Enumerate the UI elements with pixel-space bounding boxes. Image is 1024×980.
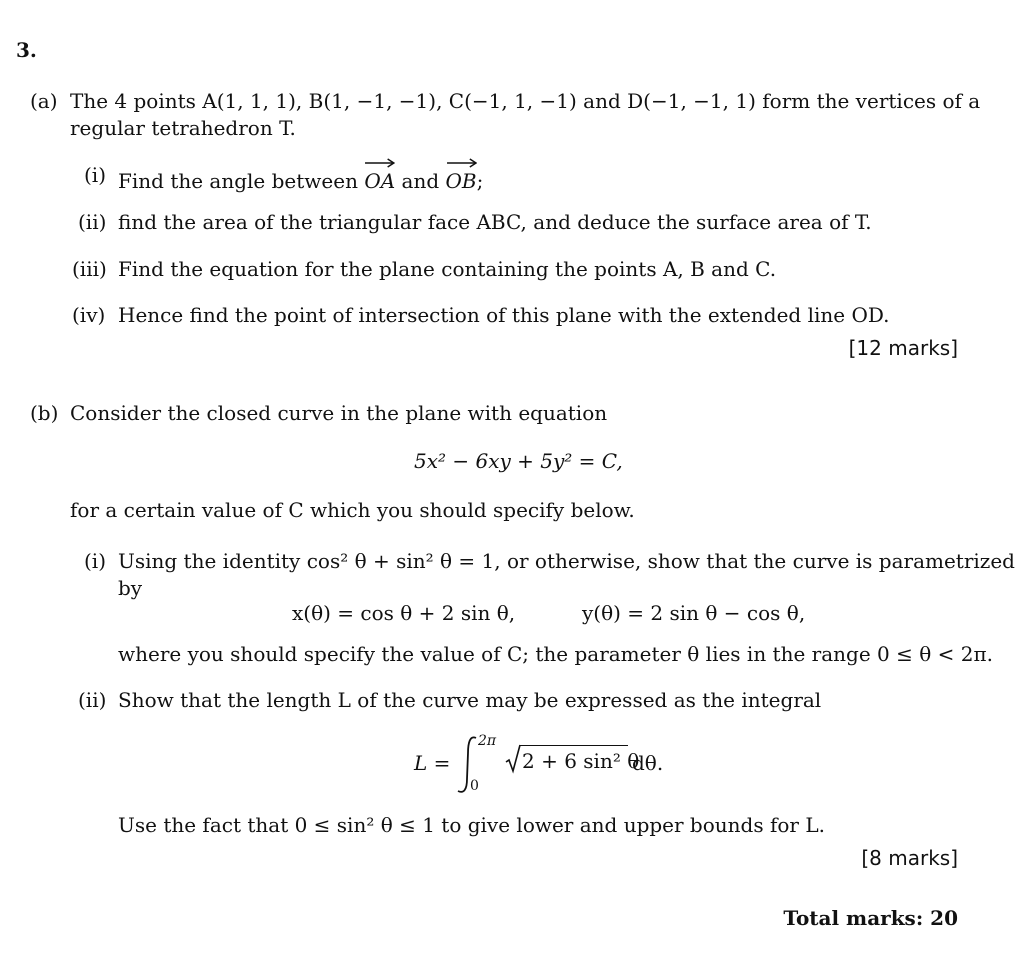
- part-b-equation: 5x² − 6xy + 5y² = C,: [414, 449, 623, 473]
- item-i-text-before: Find the angle between: [118, 169, 358, 193]
- vector-oa: OA: [364, 162, 395, 194]
- part-a-item-ii-text: find the area of the triangular face ABC, and deduce the surface area of T.: [118, 210, 872, 234]
- part-a-marks: [12 marks]: [848, 336, 958, 360]
- total-marks: Total marks: 20: [783, 906, 958, 930]
- part-b-marks: [8 marks]: [861, 846, 958, 870]
- vector-arrow-icon: [446, 158, 477, 168]
- part-a-item-iii-text: Find the equation for the plane containing the points A, B and C.: [118, 257, 777, 281]
- integral-lhs: L =: [414, 751, 451, 775]
- vector-arrow-icon: [364, 158, 395, 168]
- part-b-label: (b): [30, 401, 59, 425]
- part-b-y-equation: y(θ) = 2 sin θ − cos θ,: [582, 601, 806, 625]
- part-b-intro: Consider the closed curve in the plane with equation: [70, 401, 608, 425]
- part-a-item-i-label: (i): [84, 163, 107, 187]
- part-b-x-equation: x(θ) = cos θ + 2 sin θ,: [292, 601, 516, 625]
- part-b-item-ii-line2: Use the fact that 0 ≤ sin² θ ≤ 1 to give lower and upper bounds for L.: [118, 813, 825, 837]
- part-b-item-i-line1: Using the identity cos² θ + sin² θ = 1, or otherwise, show that the curve is parametrized: [118, 549, 1015, 573]
- item-i-text-mid: and: [401, 169, 440, 193]
- sqrt-sign-icon: [505, 744, 521, 774]
- part-a-item-iii-label: (iii): [72, 257, 107, 281]
- part-a-intro-line1: The 4 points A(1, 1, 1), B(1, −1, −1), C(−1, 1, −1) and D(−1, −1, 1) form the vertices of a: [70, 89, 981, 113]
- question-number: 3.: [16, 38, 37, 62]
- part-b-item-i-line2: by: [118, 576, 143, 600]
- item-i-text-after: ;: [476, 169, 484, 193]
- integral-lower-limit: 0: [470, 778, 479, 794]
- part-a-label: (a): [30, 89, 58, 113]
- part-b-item-i-label: (i): [84, 549, 107, 573]
- part-a-item-iv-text: Hence find the point of intersection of this plane with the extended line OD.: [118, 303, 890, 327]
- part-a-item-iv-label: (iv): [72, 303, 106, 327]
- part-b-after-equation: for a certain value of C which you should specify below.: [70, 498, 635, 522]
- part-b-item-ii-label: (ii): [78, 688, 107, 712]
- part-a-intro-line2: regular tetrahedron T.: [70, 116, 296, 140]
- part-a-item-i-text: [118, 162, 483, 194]
- sqrt-radicand: 2 + 6 sin² θ: [520, 745, 628, 774]
- integral-upper-limit: 2π: [478, 733, 497, 749]
- part-b-item-i-line3: where you should specify the value of C; the parameter θ lies in the range 0 ≤ θ < 2π.: [118, 642, 993, 666]
- part-b-item-ii-line1: Show that the length L of the curve may be expressed as the integral: [118, 688, 822, 712]
- integral-differential: dθ.: [632, 751, 664, 775]
- vector-ob: OB: [446, 162, 477, 194]
- part-a-item-ii-label: (ii): [78, 210, 107, 234]
